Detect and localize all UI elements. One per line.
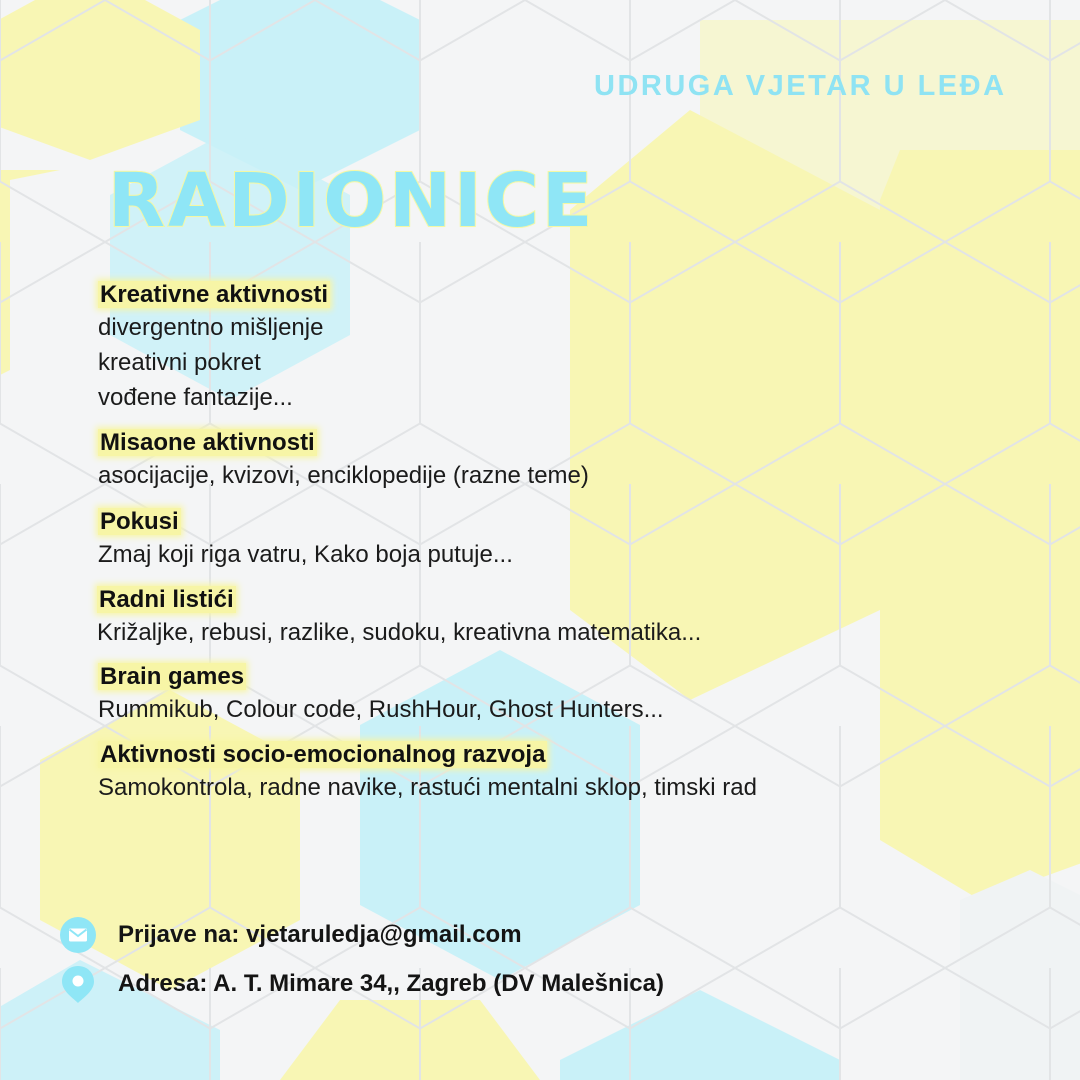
section-line: Rummikub, Colour code, RushHour, Ghost Hunters... xyxy=(98,696,664,723)
envelope-icon xyxy=(60,917,96,953)
section-heading: Kreativne aktivnosti xyxy=(100,281,329,308)
section-worksheets xyxy=(97,584,977,650)
section-line: Samokontrola, radne navike, rastući mentalni sklop, timski rad xyxy=(98,774,757,801)
section-thinking xyxy=(98,427,978,493)
section-heading: Brain games xyxy=(100,663,245,690)
section-line: kreativni pokret xyxy=(98,349,261,376)
section-line: vođene fantazije... xyxy=(98,384,293,411)
email-text[interactable]: Prijave na: vjetaruledja@gmail.com xyxy=(118,921,522,948)
section-experiments xyxy=(98,506,978,572)
section-brain-games xyxy=(98,661,978,727)
section-line: asocijacije, kvizovi, enciklopedije (razne teme) xyxy=(98,462,589,489)
section-socio-emotional xyxy=(98,739,978,805)
section-heading: Aktivnosti socio-emocionalnog razvoja xyxy=(100,741,546,768)
section-heading: Pokusi xyxy=(100,508,179,535)
location-pin-icon xyxy=(60,966,96,1002)
section-line: Zmaj koji riga vatru, Kako boja putuje... xyxy=(98,541,513,568)
section-creative xyxy=(98,279,978,415)
contact-email[interactable] xyxy=(60,915,960,955)
section-line: divergentno mišljenje xyxy=(98,314,324,341)
page-title: RADIONICE xyxy=(108,158,596,244)
organization-name: UDRUGA VJETAR U LEĐA xyxy=(594,70,1007,102)
section-heading: Radni listići xyxy=(99,586,234,613)
section-line: Križaljke, rebusi, razlike, sudoku, kreativna matematika... xyxy=(97,619,702,646)
address-text: Adresa: A. T. Mimare 34,, Zagreb (DV Malešnica) xyxy=(118,970,664,997)
section-heading: Misaone aktivnosti xyxy=(100,429,315,456)
contact-address xyxy=(60,964,960,1004)
